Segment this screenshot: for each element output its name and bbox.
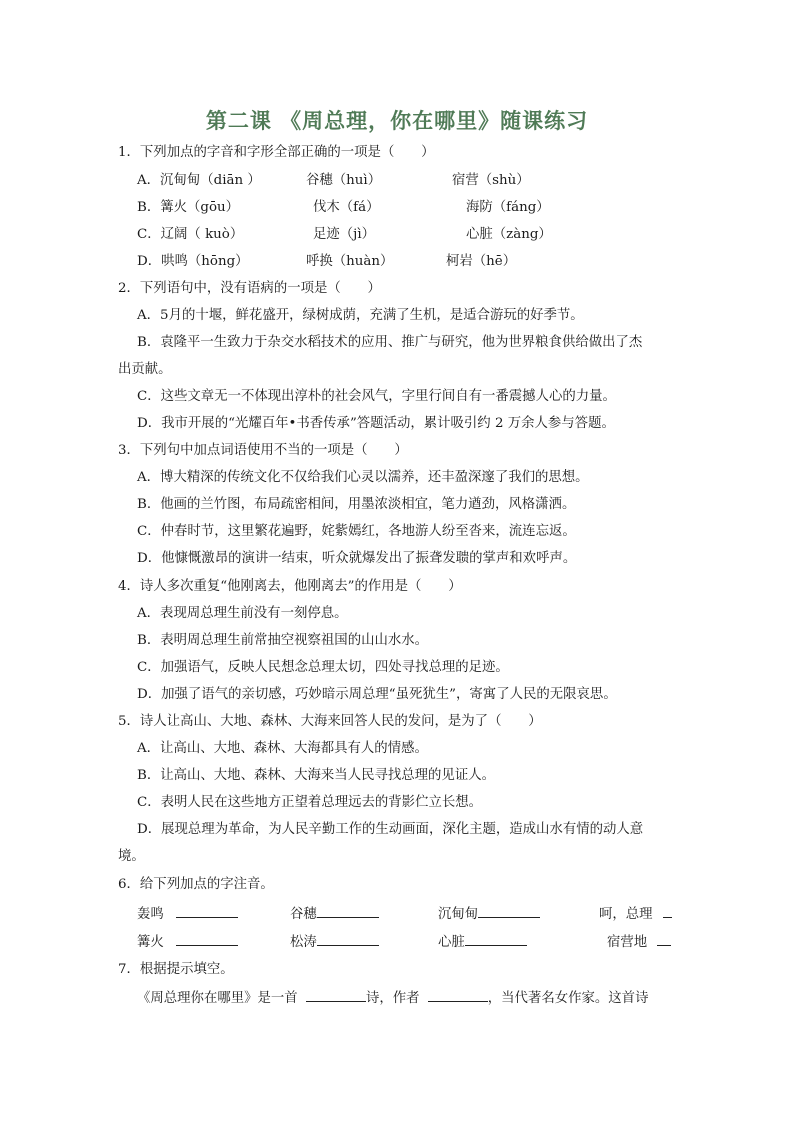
- q2-option-c: C．这些文章无一不体现出淳朴的社会风气，字里行间自有一番震撼人心的力量。: [137, 389, 616, 404]
- page-title: 第二课 《周总理，你在哪里》随课练习: [205, 108, 589, 133]
- answer-blank[interactable]: [465, 933, 527, 946]
- q1-option-c-1: C．辽阔（ kuò）: [137, 227, 244, 242]
- q7-text: 《周总理你在哪里》是一首: [137, 991, 298, 1006]
- q6-item: [607, 933, 671, 952]
- q1-option-a-2: 谷穗（huì）: [306, 173, 382, 188]
- q6-item: [599, 905, 672, 924]
- q6-item: [290, 933, 379, 952]
- q7-text: 诗，作者: [365, 991, 420, 1006]
- question-4-stem: 4．诗人多次重复“他刚离去，他刚离去”的作用是（ ）: [118, 579, 462, 594]
- answer-blank[interactable]: [663, 905, 672, 918]
- answer-blank[interactable]: [176, 933, 238, 946]
- q6-item: [137, 933, 238, 952]
- question-1-stem: 1．下列加点的字音和字形全部正确的一项是（ ）: [118, 145, 435, 160]
- q6-word: 轰鸣: [137, 907, 164, 922]
- question-7-stem: 7．根据提示填空。: [118, 962, 234, 977]
- answer-blank[interactable]: [306, 989, 366, 1002]
- q3-option-d: D．他慷慨激昂的演讲一结束，听众就爆发出了振聋发聩的掌声和欢呼声。: [137, 551, 577, 566]
- q5-option-c: C．表明人民在这些地方正望着总理远去的背影伫立长想。: [137, 795, 483, 810]
- q6-word: 沉甸甸: [438, 907, 479, 922]
- q1-option-d-3: 柯岩（hē）: [446, 254, 517, 269]
- answer-blank[interactable]: [428, 989, 488, 1002]
- q1-option-b-2: 伐木（fá）: [313, 200, 380, 215]
- q1-option-b-1: B．篝火（gōu）: [137, 200, 240, 215]
- q6-item: [438, 905, 540, 924]
- q6-item: [290, 905, 379, 924]
- q1-option-a-3: 宿营（shù）: [452, 173, 530, 188]
- answer-blank[interactable]: [478, 905, 540, 918]
- q6-word: 篝火: [137, 935, 164, 950]
- question-2-stem: 2．下列语句中，没有语病的一项是（ ）: [118, 281, 381, 296]
- q6-word: 谷穗: [290, 907, 317, 922]
- answer-blank[interactable]: [317, 933, 379, 946]
- question-6-stem: 6．给下列加点的字注音。: [118, 877, 274, 892]
- q5-option-d-line2: 境。: [118, 849, 145, 864]
- q6-word: 宿营地: [607, 935, 648, 950]
- q6-item: [137, 905, 238, 924]
- q5-option-b: B．让高山、大地、森林、大海来当人民寻找总理的见证人。: [137, 768, 495, 783]
- q3-option-b: B．他画的兰竹图，布局疏密相间，用墨浓淡相宜，笔力遒劲，风格潇洒。: [137, 497, 576, 512]
- q4-option-a: A．表现周总理生前没有一刻停息。: [137, 606, 348, 621]
- q1-option-c-2: 足迹（jì）: [313, 227, 375, 242]
- q2-option-b-line1: B．袁隆平一生致力于杂交水稻技术的应用、推广与研究，他为世界粮食供给做出了杰: [137, 335, 643, 350]
- question-5-stem: 5．诗人让高山、大地、森林、大海来回答人民的发问，是为了（ ）: [118, 714, 542, 729]
- q4-option-c: C．加强语气，反映人民想念总理太切，四处寻找总理的足迹。: [137, 660, 509, 675]
- q1-option-d-2: 呼换（huàn）: [306, 254, 394, 269]
- q7-paragraph: [137, 989, 648, 1008]
- answer-blank[interactable]: [176, 905, 238, 918]
- q3-option-c: C．仲春时节，这里繁花遍野，姹紫嫣红，各地游人纷至沓来，流连忘返。: [137, 524, 576, 539]
- q6-word: 松涛: [290, 935, 317, 950]
- q1-option-c-3: 心脏（zàng）: [466, 227, 552, 242]
- q5-option-a: A．让高山、大地、森林、大海都具有人的情感。: [137, 741, 428, 756]
- q1-option-d-1: D．哄鸣（hōng）: [137, 254, 249, 269]
- q6-word: 呵，总理: [599, 907, 653, 922]
- q1-option-a-1: A．沉甸甸（diān ）: [137, 173, 261, 188]
- q6-item: [438, 933, 527, 952]
- answer-blank[interactable]: [657, 933, 671, 946]
- q7-text: ，当代著名女作家。这首诗: [487, 991, 649, 1006]
- q6-word: 心脏: [438, 935, 465, 950]
- q5-option-d-line1: D．展现总理为革命，为人民辛勤工作的生动画面，深化主题，造成山水有情的动人意: [137, 822, 644, 837]
- q4-option-d: D．加强了语气的亲切感，巧妙暗示周总理“虽死犹生”，寄寓了人民的无限哀思。: [137, 687, 617, 702]
- question-3-stem: 3．下列句中加点词语使用不当的一项是（ ）: [118, 443, 408, 458]
- q2-option-b-line2: 出贡献。: [118, 362, 172, 377]
- q4-option-b: B．表明周总理生前常抽空视察祖国的山山水水。: [137, 633, 429, 648]
- q3-option-a: A．博大精深的传统文化不仅给我们心灵以濡养，还丰盈深邃了我们的思想。: [137, 470, 589, 485]
- q2-option-a: A．5月的十堰，鲜花盛开，绿树成荫，充满了生机，是适合游玩的好季节。: [137, 308, 584, 323]
- q1-option-b-3: 海防（fáng）: [466, 200, 550, 215]
- q2-option-d: D．我市开展的“光耀百年•书香传承”答题活动，累计吸引约 2 万余人参与答题。: [137, 416, 615, 431]
- answer-blank[interactable]: [317, 905, 379, 918]
